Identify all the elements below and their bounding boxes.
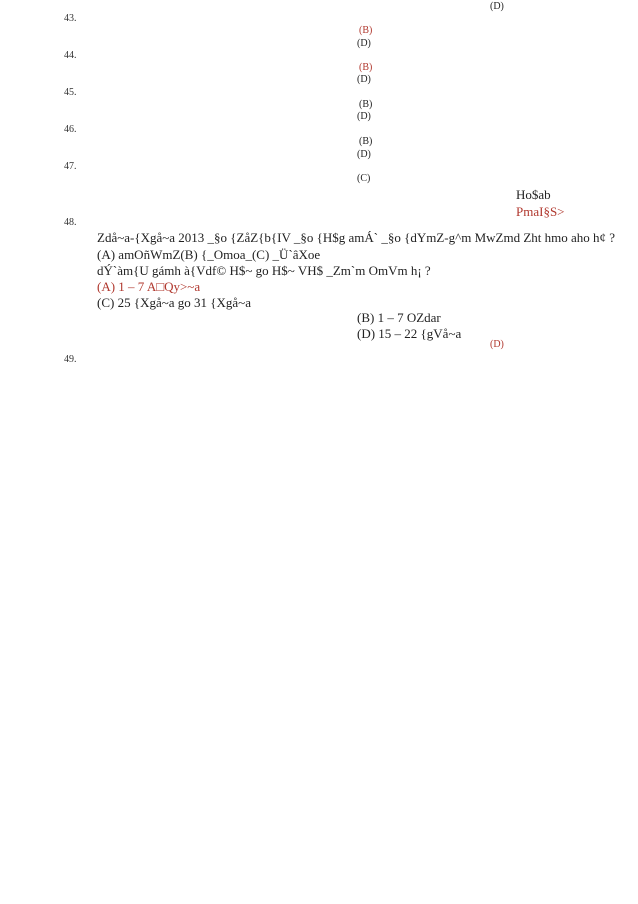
q44-option-b: (B) [359, 62, 373, 73]
q48-question-text: Zdå~a-{Xgå~a 2013 _§o {ZåZ{b{IV _§o {H$g amÁ` _§o {dYmZ-g^m MwZmd Zht hmo aho h¢ ? [97, 230, 616, 245]
q44-option-d: (D) [357, 74, 371, 85]
question-number-45: 45. [64, 87, 77, 98]
q48-second-question: dÝ`àm{U gámh à{Vdf© H$~ go H$~ VH$ _Zm`m OmVm h¡ ? [97, 263, 431, 278]
q48-option-a: (A) 1 – 7 A□Qy>~a [97, 279, 201, 294]
question-number-49: 49. [64, 354, 77, 365]
q46-option-b: (B) [359, 136, 373, 147]
q48-answer-d: (D) [490, 339, 504, 350]
question-number-47: 47. [64, 161, 77, 172]
answer-value: PmaI§S> [516, 204, 565, 219]
question-number-44: 44. [64, 50, 77, 61]
q48-option-b: (B) 1 – 7 OZdar [357, 310, 441, 325]
q48-options-row: (A) amOñWmZ(B) {_Omoa_(C) _Ü`âXoe [97, 247, 321, 262]
q43-option-d: (D) [357, 38, 371, 49]
option-d-top: (D) [490, 1, 504, 12]
answer-label: Ho$ab [516, 187, 551, 202]
q48-option-d: (D) 15 – 22 {gVå~a [357, 326, 462, 341]
q43-option-b: (B) [359, 25, 373, 36]
q46-option-d: (D) [357, 149, 371, 160]
question-number-43: 43. [64, 13, 77, 24]
q45-option-b: (B) [359, 99, 373, 110]
q47-option-c: (C) [357, 173, 371, 184]
question-number-46: 46. [64, 124, 77, 135]
q48-option-c: (C) 25 {Xgå~a go 31 {Xgå~a [97, 295, 251, 310]
question-number-48: 48. [64, 217, 77, 228]
q45-option-d: (D) [357, 111, 371, 122]
